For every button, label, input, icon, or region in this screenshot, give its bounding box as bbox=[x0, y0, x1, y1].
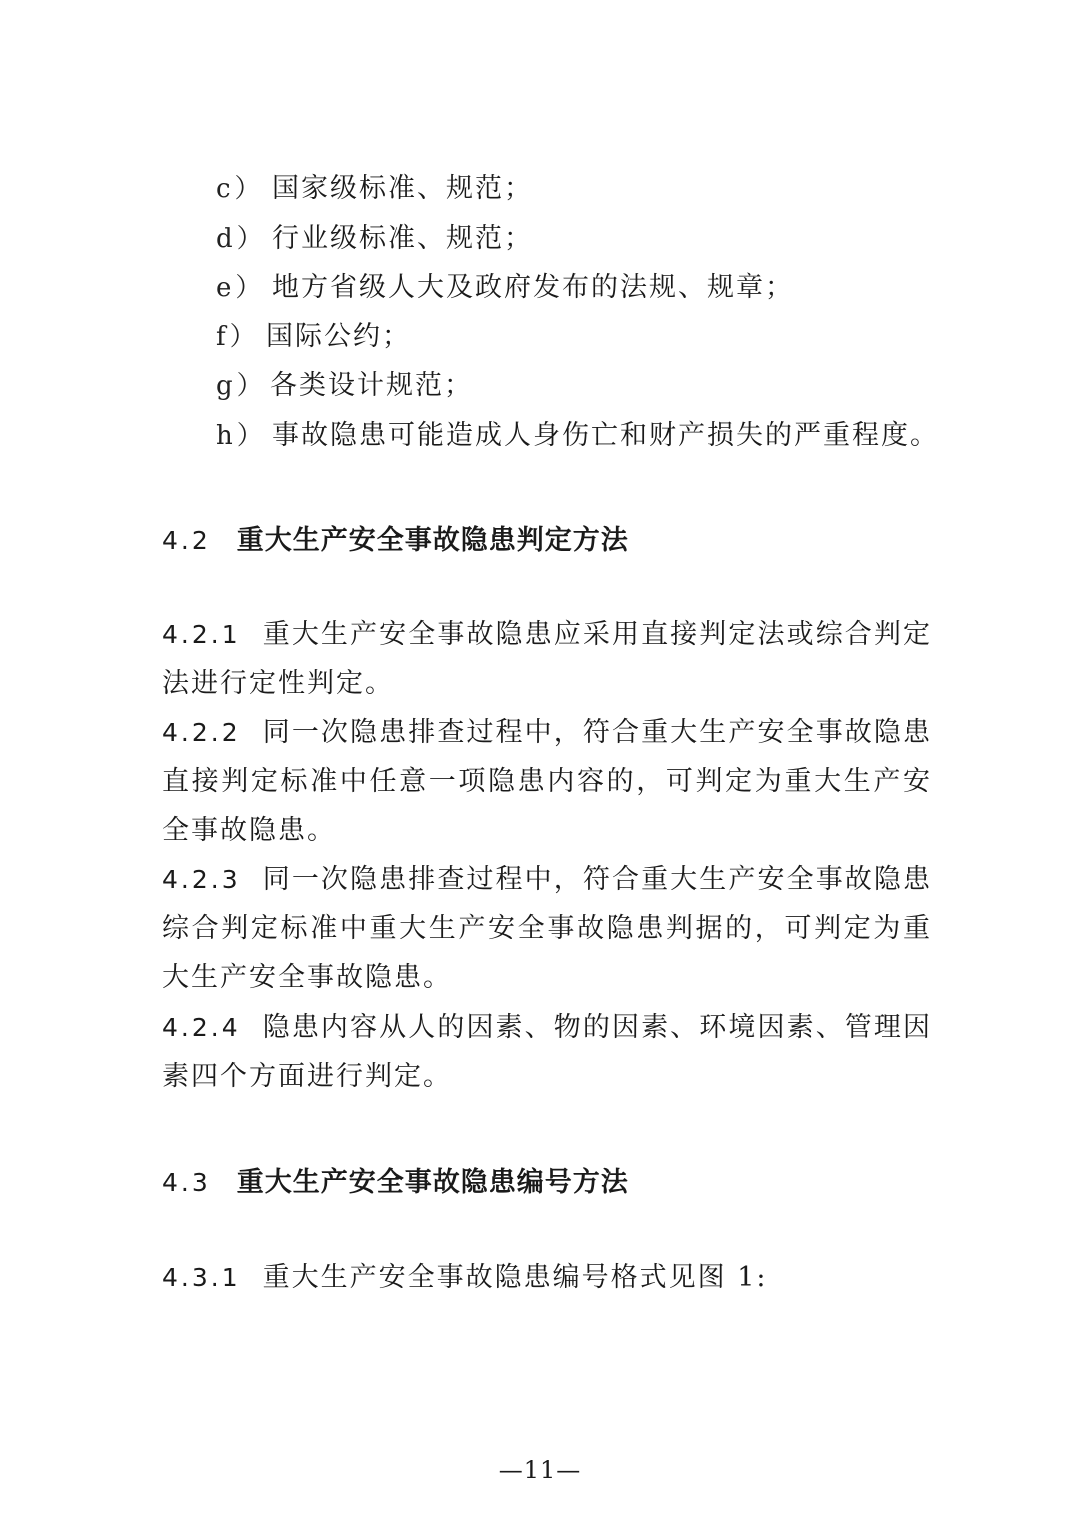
clause-number: 4.3.1 bbox=[162, 1263, 241, 1292]
list-item-key: c） bbox=[216, 174, 265, 204]
clause-text: 隐患内容从人的因素、物的因素、环境因素、管理因素四个方面进行判定。 bbox=[162, 1012, 932, 1092]
clause-paragraph bbox=[162, 1253, 932, 1302]
clause-paragraph bbox=[162, 855, 932, 1002]
section-heading bbox=[162, 1160, 629, 1199]
clause-text: 同一次隐患排查过程中，符合重大生产安全事故隐患直接判定标准中任意一项隐患内容的，可判定为重大生产安全事故隐患。 bbox=[162, 717, 932, 846]
clause-text: 重大生产安全事故隐患应采用直接判定法或综合判定法进行定性判定。 bbox=[162, 619, 932, 699]
list-item-text: 各类设计规范； bbox=[270, 370, 473, 401]
section-number: 4.3 bbox=[162, 1168, 211, 1197]
section-title: 重大生产安全事故隐患判定方法 bbox=[236, 525, 629, 556]
clause-number: 4.2.4 bbox=[162, 1013, 241, 1042]
clause-number: 4.2.1 bbox=[162, 620, 241, 649]
list-item-text: 地方省级人大及政府发布的法规、规章； bbox=[272, 272, 794, 303]
list-item bbox=[0, 419, 1080, 453]
section-title: 重大生产安全事故隐患编号方法 bbox=[236, 1167, 629, 1198]
list-item bbox=[0, 271, 1080, 305]
list-item-text: 事故隐患可能造成人身伤亡和财产损失的严重程度。 bbox=[272, 420, 939, 451]
page-number: —11— bbox=[498, 1456, 582, 1484]
clause-number: 4.2.2 bbox=[162, 718, 241, 747]
list-item-key: g） bbox=[216, 371, 267, 401]
list-item bbox=[0, 222, 1080, 256]
section-heading bbox=[162, 518, 629, 557]
clause-paragraph bbox=[162, 708, 932, 855]
list-item bbox=[0, 369, 1080, 403]
section-number: 4.2 bbox=[162, 526, 211, 555]
list-item-key: f） bbox=[216, 322, 260, 352]
list-item-text: 国际公约； bbox=[266, 321, 411, 352]
list-item-key: e） bbox=[216, 273, 266, 303]
list-item bbox=[0, 172, 1080, 206]
list-item-text: 国家级标准、规范； bbox=[272, 173, 533, 204]
list-item-key: d） bbox=[216, 224, 267, 254]
clause-paragraph bbox=[162, 610, 932, 708]
clause-text: 同一次隐患排查过程中，符合重大生产安全事故隐患综合判定标准中重大生产安全事故隐患判据的，可判定为重大生产安全事故隐患。 bbox=[162, 864, 932, 993]
list-item-key: h） bbox=[216, 421, 267, 451]
list-item bbox=[0, 320, 1080, 354]
clause-paragraph bbox=[162, 1003, 932, 1101]
clause-text: 重大生产安全事故隐患编号格式见图 1: bbox=[262, 1262, 768, 1293]
list-item-text: 行业级标准、规范； bbox=[272, 223, 533, 254]
clause-number: 4.2.3 bbox=[162, 865, 241, 894]
